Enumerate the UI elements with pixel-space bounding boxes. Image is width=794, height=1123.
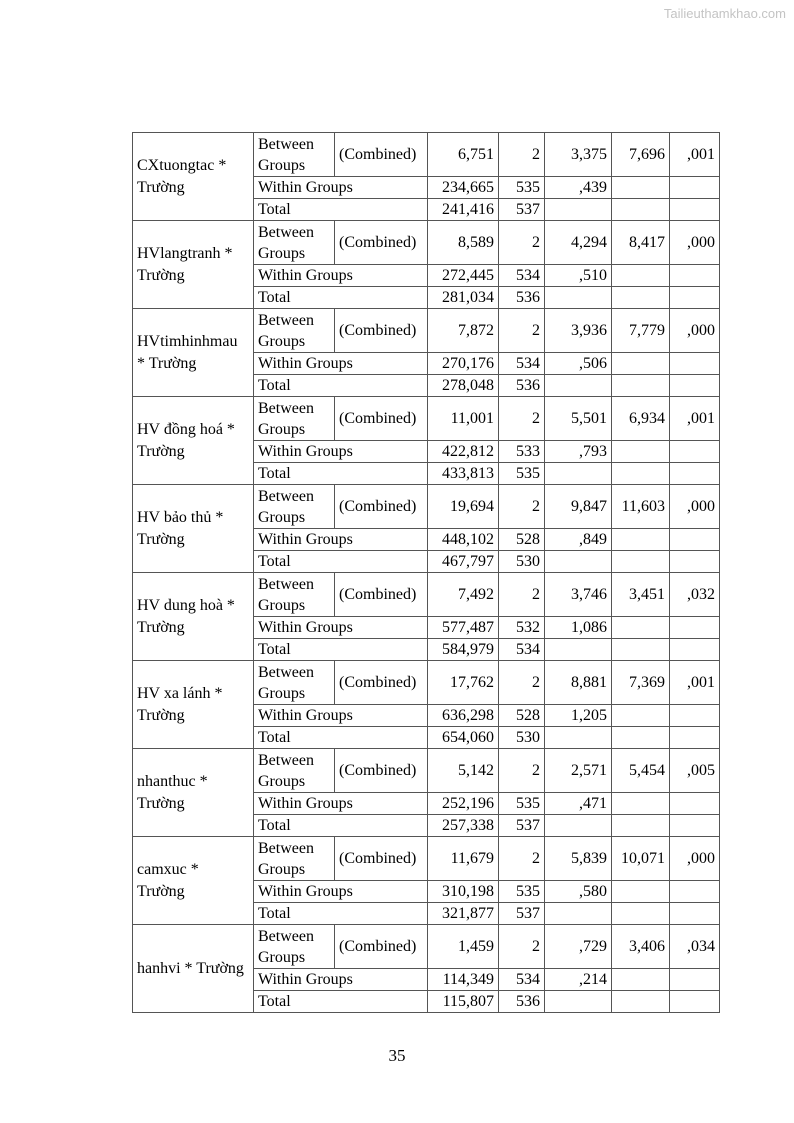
significance-cell: ,000	[670, 221, 720, 265]
df-cell: 2	[499, 661, 545, 705]
df-cell: 528	[499, 529, 545, 551]
mean-square-cell: 5,839	[545, 837, 612, 881]
f-value-cell: 7,696	[612, 133, 670, 177]
f-value-cell: 6,934	[612, 397, 670, 441]
variable-label: HVtimhinhmau * Trường	[133, 309, 254, 397]
significance-cell: ,005	[670, 749, 720, 793]
combined-label: (Combined)	[335, 573, 428, 617]
df-cell: 535	[499, 793, 545, 815]
sum-of-squares-cell: 577,487	[428, 617, 499, 639]
combined-label: (Combined)	[335, 397, 428, 441]
df-cell: 534	[499, 265, 545, 287]
df-cell: 537	[499, 199, 545, 221]
variable-label: HV bảo thủ * Trường	[133, 485, 254, 573]
between-groups-row	[133, 485, 720, 529]
empty-cell	[545, 639, 612, 661]
between-groups-label: Between Groups	[254, 837, 335, 881]
df-cell: 528	[499, 705, 545, 727]
mean-square-cell: ,849	[545, 529, 612, 551]
mean-square-cell: 3,936	[545, 309, 612, 353]
between-groups-row	[133, 397, 720, 441]
within-groups-label: Within Groups	[254, 969, 428, 991]
empty-cell	[670, 793, 720, 815]
combined-label: (Combined)	[335, 485, 428, 529]
empty-cell	[670, 551, 720, 573]
mean-square-cell: 2,571	[545, 749, 612, 793]
between-groups-label: Between Groups	[254, 133, 335, 177]
significance-cell: ,034	[670, 925, 720, 969]
df-cell: 534	[499, 969, 545, 991]
mean-square-cell: ,729	[545, 925, 612, 969]
within-groups-label: Within Groups	[254, 881, 428, 903]
df-cell: 2	[499, 221, 545, 265]
total-label: Total	[254, 551, 428, 573]
sum-of-squares-cell: 448,102	[428, 529, 499, 551]
variable-label: CXtuongtac * Trường	[133, 133, 254, 221]
f-value-cell: 7,369	[612, 661, 670, 705]
empty-cell	[670, 287, 720, 309]
df-cell: 530	[499, 551, 545, 573]
mean-square-cell: 1,086	[545, 617, 612, 639]
df-cell: 535	[499, 177, 545, 199]
significance-cell: ,000	[670, 485, 720, 529]
variable-label: hanhvi * Trường	[133, 925, 254, 1013]
empty-cell	[545, 551, 612, 573]
empty-cell	[612, 815, 670, 837]
between-groups-row	[133, 925, 720, 969]
df-cell: 534	[499, 353, 545, 375]
combined-label: (Combined)	[335, 661, 428, 705]
sum-of-squares-cell: 257,338	[428, 815, 499, 837]
sum-of-squares-cell: 5,142	[428, 749, 499, 793]
empty-cell	[612, 903, 670, 925]
combined-label: (Combined)	[335, 221, 428, 265]
anova-table	[132, 132, 720, 1013]
total-label: Total	[254, 463, 428, 485]
empty-cell	[612, 727, 670, 749]
between-groups-row	[133, 221, 720, 265]
df-cell: 535	[499, 463, 545, 485]
sum-of-squares-cell: 7,492	[428, 573, 499, 617]
variable-label: HV xa lánh * Trường	[133, 661, 254, 749]
empty-cell	[670, 881, 720, 903]
mean-square-cell: ,506	[545, 353, 612, 375]
df-cell: 536	[499, 375, 545, 397]
significance-cell: ,000	[670, 837, 720, 881]
combined-label: (Combined)	[335, 749, 428, 793]
df-cell: 530	[499, 727, 545, 749]
page-number: 35	[388, 1046, 406, 1065]
between-groups-label: Between Groups	[254, 573, 335, 617]
total-label: Total	[254, 727, 428, 749]
empty-cell	[545, 815, 612, 837]
df-cell: 533	[499, 441, 545, 463]
combined-label: (Combined)	[335, 925, 428, 969]
mean-square-cell: 4,294	[545, 221, 612, 265]
sum-of-squares-cell: 278,048	[428, 375, 499, 397]
empty-cell	[670, 353, 720, 375]
variable-label: HV đồng hoá * Trường	[133, 397, 254, 485]
df-cell: 2	[499, 133, 545, 177]
empty-cell	[545, 375, 612, 397]
between-groups-label: Between Groups	[254, 221, 335, 265]
sum-of-squares-cell: 8,589	[428, 221, 499, 265]
empty-cell	[670, 815, 720, 837]
mean-square-cell: ,510	[545, 265, 612, 287]
empty-cell	[612, 287, 670, 309]
empty-cell	[612, 265, 670, 287]
mean-square-cell: 3,746	[545, 573, 612, 617]
empty-cell	[612, 441, 670, 463]
sum-of-squares-cell: 114,349	[428, 969, 499, 991]
empty-cell	[612, 177, 670, 199]
empty-cell	[670, 441, 720, 463]
between-groups-row	[133, 573, 720, 617]
f-value-cell: 7,779	[612, 309, 670, 353]
empty-cell	[612, 551, 670, 573]
between-groups-label: Between Groups	[254, 925, 335, 969]
mean-square-cell: ,580	[545, 881, 612, 903]
empty-cell	[670, 705, 720, 727]
sum-of-squares-cell: 241,416	[428, 199, 499, 221]
sum-of-squares-cell: 654,060	[428, 727, 499, 749]
sum-of-squares-cell: 11,679	[428, 837, 499, 881]
f-value-cell: 5,454	[612, 749, 670, 793]
empty-cell	[670, 969, 720, 991]
df-cell: 2	[499, 485, 545, 529]
significance-cell: ,000	[670, 309, 720, 353]
df-cell: 535	[499, 881, 545, 903]
significance-cell: ,001	[670, 133, 720, 177]
total-label: Total	[254, 903, 428, 925]
significance-cell: ,001	[670, 661, 720, 705]
empty-cell	[670, 463, 720, 485]
empty-cell	[545, 727, 612, 749]
empty-cell	[670, 727, 720, 749]
combined-label: (Combined)	[335, 837, 428, 881]
empty-cell	[612, 375, 670, 397]
empty-cell	[670, 177, 720, 199]
mean-square-cell: 9,847	[545, 485, 612, 529]
empty-cell	[612, 463, 670, 485]
combined-label: (Combined)	[335, 309, 428, 353]
df-cell: 534	[499, 639, 545, 661]
empty-cell	[670, 265, 720, 287]
empty-cell	[670, 529, 720, 551]
total-label: Total	[254, 199, 428, 221]
within-groups-label: Within Groups	[254, 529, 428, 551]
f-value-cell: 8,417	[612, 221, 670, 265]
empty-cell	[612, 617, 670, 639]
sum-of-squares-cell: 321,877	[428, 903, 499, 925]
sum-of-squares-cell: 272,445	[428, 265, 499, 287]
df-cell: 2	[499, 925, 545, 969]
sum-of-squares-cell: 11,001	[428, 397, 499, 441]
df-cell: 536	[499, 991, 545, 1013]
empty-cell	[612, 705, 670, 727]
between-groups-label: Between Groups	[254, 309, 335, 353]
anova-table-body	[133, 133, 720, 1013]
sum-of-squares-cell: 422,812	[428, 441, 499, 463]
within-groups-label: Within Groups	[254, 353, 428, 375]
empty-cell	[612, 969, 670, 991]
sum-of-squares-cell: 7,872	[428, 309, 499, 353]
within-groups-label: Within Groups	[254, 617, 428, 639]
empty-cell	[670, 199, 720, 221]
between-groups-label: Between Groups	[254, 485, 335, 529]
total-label: Total	[254, 375, 428, 397]
between-groups-row	[133, 661, 720, 705]
mean-square-cell: 3,375	[545, 133, 612, 177]
empty-cell	[612, 353, 670, 375]
variable-label: HVlangtranh * Trường	[133, 221, 254, 309]
empty-cell	[670, 639, 720, 661]
sum-of-squares-cell: 310,198	[428, 881, 499, 903]
f-value-cell: 11,603	[612, 485, 670, 529]
df-cell: 2	[499, 309, 545, 353]
between-groups-label: Between Groups	[254, 749, 335, 793]
within-groups-label: Within Groups	[254, 265, 428, 287]
between-groups-row	[133, 749, 720, 793]
sum-of-squares-cell: 270,176	[428, 353, 499, 375]
empty-cell	[545, 287, 612, 309]
sum-of-squares-cell: 467,797	[428, 551, 499, 573]
sum-of-squares-cell: 19,694	[428, 485, 499, 529]
df-cell: 2	[499, 573, 545, 617]
significance-cell: ,001	[670, 397, 720, 441]
significance-cell: ,032	[670, 573, 720, 617]
between-groups-label: Between Groups	[254, 397, 335, 441]
sum-of-squares-cell: 252,196	[428, 793, 499, 815]
watermark: Tailieuthamkhao.com	[663, 6, 786, 21]
empty-cell	[545, 199, 612, 221]
sum-of-squares-cell: 17,762	[428, 661, 499, 705]
f-value-cell: 3,406	[612, 925, 670, 969]
sum-of-squares-cell: 584,979	[428, 639, 499, 661]
within-groups-label: Within Groups	[254, 793, 428, 815]
empty-cell	[612, 881, 670, 903]
empty-cell	[612, 529, 670, 551]
variable-label: HV dung hoà * Trường	[133, 573, 254, 661]
sum-of-squares-cell: 281,034	[428, 287, 499, 309]
empty-cell	[670, 903, 720, 925]
mean-square-cell: ,439	[545, 177, 612, 199]
within-groups-label: Within Groups	[254, 441, 428, 463]
within-groups-label: Within Groups	[254, 177, 428, 199]
mean-square-cell: ,471	[545, 793, 612, 815]
empty-cell	[612, 793, 670, 815]
empty-cell	[670, 617, 720, 639]
empty-cell	[545, 991, 612, 1013]
f-value-cell: 3,451	[612, 573, 670, 617]
df-cell: 537	[499, 815, 545, 837]
df-cell: 2	[499, 397, 545, 441]
between-groups-row	[133, 309, 720, 353]
total-label: Total	[254, 639, 428, 661]
df-cell: 2	[499, 749, 545, 793]
empty-cell	[545, 463, 612, 485]
empty-cell	[545, 903, 612, 925]
mean-square-cell: 1,205	[545, 705, 612, 727]
df-cell: 537	[499, 903, 545, 925]
empty-cell	[670, 375, 720, 397]
f-value-cell: 10,071	[612, 837, 670, 881]
total-label: Total	[254, 991, 428, 1013]
total-label: Total	[254, 287, 428, 309]
between-groups-row	[133, 837, 720, 881]
df-cell: 536	[499, 287, 545, 309]
empty-cell	[612, 991, 670, 1013]
sum-of-squares-cell: 636,298	[428, 705, 499, 727]
sum-of-squares-cell: 115,807	[428, 991, 499, 1013]
df-cell: 532	[499, 617, 545, 639]
mean-square-cell: ,214	[545, 969, 612, 991]
combined-label: (Combined)	[335, 133, 428, 177]
variable-label: camxuc * Trường	[133, 837, 254, 925]
df-cell: 2	[499, 837, 545, 881]
between-groups-row	[133, 133, 720, 177]
mean-square-cell: 8,881	[545, 661, 612, 705]
empty-cell	[612, 639, 670, 661]
total-label: Total	[254, 815, 428, 837]
mean-square-cell: ,793	[545, 441, 612, 463]
within-groups-label: Within Groups	[254, 705, 428, 727]
sum-of-squares-cell: 433,813	[428, 463, 499, 485]
empty-cell	[612, 199, 670, 221]
variable-label: nhanthuc * Trường	[133, 749, 254, 837]
sum-of-squares-cell: 6,751	[428, 133, 499, 177]
between-groups-label: Between Groups	[254, 661, 335, 705]
sum-of-squares-cell: 1,459	[428, 925, 499, 969]
empty-cell	[670, 991, 720, 1013]
sum-of-squares-cell: 234,665	[428, 177, 499, 199]
mean-square-cell: 5,501	[545, 397, 612, 441]
